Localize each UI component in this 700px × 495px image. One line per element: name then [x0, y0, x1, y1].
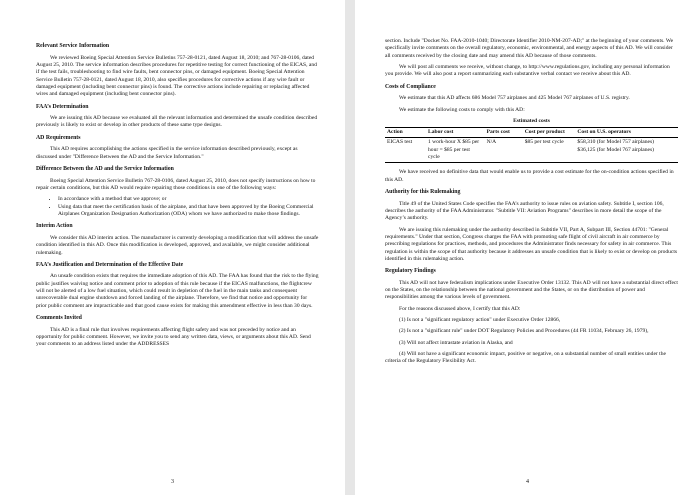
section-heading: Costs of Compliance: [385, 83, 436, 90]
section-heading: AD Requirements: [36, 134, 81, 141]
table-cell: [575, 138, 678, 163]
section-interim-action: [36, 223, 319, 257]
table-row: [385, 138, 678, 163]
table-header-row: [385, 128, 678, 138]
section-ad-requirements: [36, 135, 319, 161]
column-header: Cost on U.S. operators: [575, 128, 678, 138]
section-heading: Authority for this Rulemaking: [385, 189, 461, 196]
section-justification: [36, 262, 319, 310]
paragraph: We will post all comments we receive, without change, to http://www.regulations.gov, including any personal information you provide. We will also post a report summarizing each substantive verbal contact we receive about this AD.: [385, 63, 670, 78]
paragraph: We estimate the following costs to comply with this AD:: [399, 106, 525, 113]
paragraph: section. Include "Docket No. FAA-2010-1040; Directorate Identifier 2010-NM-207-AD;" at the beginning of your comments. We specifically invite comments on the overall regulatory, economic, environmental, and energy aspects of this AD. We will consider all comments received by the closing date and may amend this AD because of those comments.: [385, 38, 674, 59]
document-page-4: [355, 0, 700, 495]
paragraph: Title 49 of the United States Code specifies the FAA’s authority to issue rules on aviation safety. Subtitle I, section 106, describes the authority of the FAA Administrator. "Subtitle VII: Aviation Programs" describes in more detail the scope of the Agency’s authority.: [385, 200, 664, 222]
section-faa-determination: [36, 104, 319, 130]
paragraph: (1) Is not a "significant regulatory action" under Executive Order 12866,: [399, 317, 561, 324]
section-heading: Relevant Service Information: [36, 43, 110, 49]
column-header: Cost per product: [523, 128, 576, 138]
page-number: 4: [526, 479, 529, 486]
document-page-3: [0, 0, 345, 495]
page-number: 3: [171, 479, 174, 486]
paragraph: We reviewed Boeing Special Attention Service Bulletins 757-28-0121, dated August 18, 2010; and 767-28-0106, dated August 25, 2010. The service information describes procedures for repetitive testing for correct functioning of the EICAS, and if the test fails, troubleshooting to find wire faults, bent connector pins, or damaged equipment. Boeing Special Attention Service Bulletin 757-28-0121, dated August 18, 2010, also specifies procedures for corrective actions if any wire fault or damaged equipment (including bent connector pins) is found. The corrective actions include repairing or replacing affected wires and damaged equipment (including bent connector pins).: [36, 54, 317, 98]
column-header: Labor cost: [426, 128, 485, 138]
table-cell: EICAS test: [385, 138, 426, 163]
section-difference: [36, 166, 319, 218]
paragraph: (4) Will not have a significant economic impact, positive or negative, on a substantial number of small entities under the criteria of the Regulatory Flexibility Act.: [385, 350, 666, 365]
cell-line: $58,310 (for Model 757 airplanes): [577, 139, 654, 146]
paragraph: We estimate that this AD affects 686 Model 757 airplanes and 425 Model 767 airplanes of U.S. registry.: [399, 95, 630, 102]
paragraph: Boeing Special Attention Service Bulletin 767-28-0106, dated August 25, 2010, does not specify instructions on how to repair certain conditions, but this AD would require repairing those conditions in one of the following ways:: [36, 177, 316, 191]
table-cell: $85 per test cycle: [523, 138, 576, 163]
bullet-item: • Using data that meet the certification basis of the airplane, and that have been approved by the Boeing Commercial Airplanes Organization Designation Authorization (ODA) whom we have authorized to make those findings.: [58, 204, 319, 219]
paragraph: We are issuing this rulemaking under the authority described in Subtitle VII, Part A, Subpart III, Section 44701: "General requirements." Under that section, Congress charges the FAA with promoting safe flight of civil aircraft in air commerce by prescribing regulations for practices, methods, and procedures the Administrator finds necessary for safety in air commerce. This regulation is within the scope of that authority because it addresses an unsafe condition that is likely to exist or develop on products identified in this rulemaking action.: [385, 226, 678, 262]
paragraph: This AD is a final rule that involves requirements affecting flight safety and was not preceded by notice and an opportunity for public comment. However, we invite you to send any written data, views, or arguments about this AD. Send your comments to an address listed under the ADDRESSES: [36, 326, 311, 348]
section-heading: FAA’s Determination: [36, 103, 89, 110]
table-cell: N/A: [485, 138, 523, 163]
paragraph: This AD requires accomplishing the actions specified in the service information described previously, except as discussed under "Difference Between the AD and the Service Information.": [36, 146, 298, 160]
paragraph: (3) Will not affect intrastate aviation in Alaska, and: [399, 339, 513, 346]
section-heading: Difference Between the AD and the Service Information: [36, 166, 174, 173]
section-heading: Interim Action: [36, 223, 73, 230]
section-heading: Comments Invited: [36, 315, 82, 322]
paragraph: We consider this AD interim action. The manufacturer is currently developing a modification that will address the unsafe condition identified in this AD. Once this modification is developed, approved, and available, we might consider additional rulemaking.: [36, 234, 319, 256]
paragraph: We have received no definitive data that would enable us to provide a cost estimate for the on-condition actions specified in this AD.: [385, 169, 674, 183]
section-heading: FAA’s Justification and Determination of the Effective Date: [36, 261, 184, 268]
table-cell: 1 work-hour X $85 per hour = $85 per test cycle: [426, 138, 485, 163]
column-header: Parts cost: [485, 128, 523, 138]
section-comments-invited: [36, 315, 319, 349]
paragraph: This AD will not have federalism implications under Executive Order 13132. This AD will not have a substantial direct effect on the States, on the relationship between the national government and the States, or on the distribution of power and responsibilities among the various levels of government.: [385, 279, 678, 301]
estimated-costs-table: [385, 118, 678, 164]
bullet-list: [36, 196, 319, 218]
table-caption: Estimated costs: [513, 117, 550, 124]
section-relevant-service-information: [36, 43, 319, 99]
paragraph: (2) Is not a "significant rule" under DOT Regulatory Policies and Procedures (44 FR 11034, February 26, 1979),: [399, 328, 649, 335]
section-heading: Regulatory Findings: [385, 268, 436, 275]
paragraph: We are issuing this AD because we evaluated all the relevant information and determined the unsafe condition described previously is likely to exist or develop in other products of these same type designs.: [36, 115, 318, 129]
bullet-item: • In accordance with a method that we approve; or: [58, 196, 319, 203]
cell-line: $36,125 (for Model 767 airplanes): [577, 146, 654, 153]
paragraph: For the reasons discussed above, I certify that this AD:: [399, 305, 521, 312]
column-header: Action: [385, 128, 426, 138]
paragraph: An unsafe condition exists that requires the immediate adoption of this AD. The FAA has found that the risk to the flying public justifies waiving notice and comment prior to adoption of this rule because if the EICAS malfunctions, the flightcrew will not be alerted of a low fuel situation, which could result in depletion of the fuel in the main tanks and consequent unrecoverable dual engine shutdown and forced landing of the airplane. Therefore, we find that notice and opportunity for prior public comment are impracticable and that good cause exists for making this amendment effective in less than 30 days.: [36, 273, 319, 309]
